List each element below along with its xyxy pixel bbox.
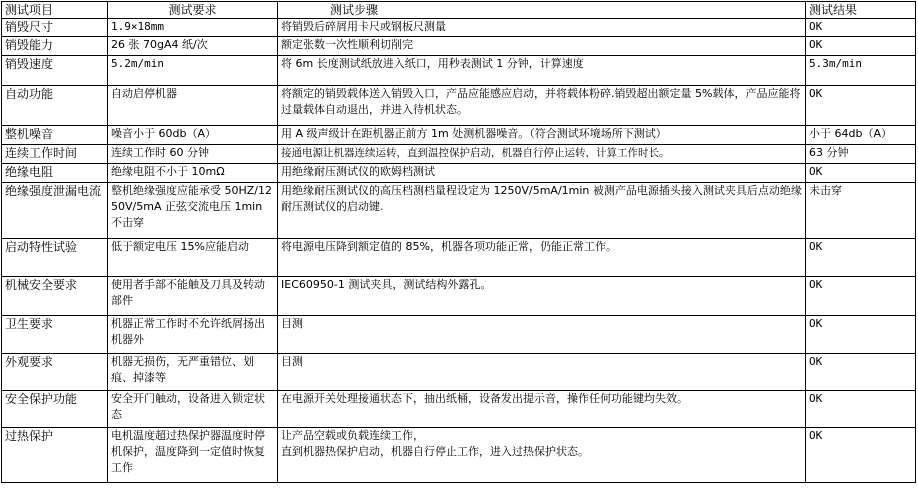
row-result: OK — [806, 354, 916, 391]
row-result: 5.3m/min — [806, 56, 916, 86]
row-item: 卫生要求 — [2, 316, 108, 354]
row-steps: 在电源开关处理接通状态下，抽出纸桶，设备发出提示音，操作任何功能键均失效。 — [278, 391, 806, 428]
table-row — [2, 86, 916, 126]
row-item: 销毁尺寸 — [2, 19, 108, 37]
row-item: 外观要求 — [2, 354, 108, 391]
table-row — [2, 354, 916, 391]
table-row — [2, 316, 916, 354]
row-requirement: 电机温度超过热保护器温度时停机保护，温度降到一定值时恢复工作 — [108, 428, 278, 483]
row-item: 销毁能力 — [2, 37, 108, 56]
row-requirement: 使用者手部不能触及刀具及转动部件 — [108, 277, 278, 316]
row-requirement: 机器无损伤，无严重错位、划痕、掉漆等 — [108, 354, 278, 391]
row-requirement: 连续工作时 60 分钟 — [108, 145, 278, 164]
table-row — [2, 145, 916, 164]
table-row — [2, 56, 916, 86]
row-result: OK — [806, 428, 916, 483]
row-result: OK — [806, 277, 916, 316]
table-row — [2, 391, 916, 428]
row-steps: 目测 — [278, 316, 806, 354]
row-steps: 用绝缘耐压测试仪的欧姆档测试 — [278, 164, 806, 183]
table-row — [2, 183, 916, 239]
row-item: 绝缘强度泄漏电流 — [2, 183, 108, 239]
table-row — [2, 37, 916, 56]
row-requirement: 安全开门触动，设备进入锁定状态 — [108, 391, 278, 428]
row-steps: 额定张数一次性顺利切削完 — [278, 37, 806, 56]
row-item: 过热保护 — [2, 428, 108, 483]
row-result: OK — [806, 239, 916, 277]
row-result: 小于 64db（A） — [806, 126, 916, 145]
row-result: OK — [806, 19, 916, 37]
row-requirement: 整机绝缘强度应能承受 50HZ/1250V/5mA 正弦交流电压 1min 不击穿 — [108, 183, 278, 239]
row-steps: IEC60950-1 测试夹具，测试结构外露孔。 — [278, 277, 806, 316]
row-steps: 让产品空载或负载连续工作， 直到机器热保护启动，机器自行停止工作，进入过热保护状态。 — [278, 428, 806, 483]
row-requirement: 噪音小于 60db（A） — [108, 126, 278, 145]
row-requirement: 自动启停机器 — [108, 86, 278, 126]
row-steps: 将电源电压降到额定值的 85%，机器各项功能正常，仍能正常工作。 — [278, 239, 806, 277]
header-item: 测试项目 — [2, 2, 108, 19]
row-item: 机械安全要求 — [2, 277, 108, 316]
row-steps: 接通电源让机器连续运转，直到温控保护启动，机器自行停止运转，计算工作时长。 — [278, 145, 806, 164]
row-item: 启动特性试验 — [2, 239, 108, 277]
row-steps: 将销毁后碎屑用卡尺或钢板尺测量 — [278, 19, 806, 37]
row-requirement: 1.9×18mm — [108, 19, 278, 37]
table-row — [2, 277, 916, 316]
table-row — [2, 126, 916, 145]
test-spec-table — [1, 1, 916, 483]
row-item: 整机噪音 — [2, 126, 108, 145]
row-requirement: 26 张 70gA4 纸/次 — [108, 37, 278, 56]
header-result: 测试结果 — [806, 2, 916, 19]
header-steps: 测试步骤 — [278, 2, 806, 19]
table-row — [2, 428, 916, 483]
row-item: 自动功能 — [2, 86, 108, 126]
row-result: OK — [806, 316, 916, 354]
row-requirement: 5.2m/min — [108, 56, 278, 86]
row-steps: 目测 — [278, 354, 806, 391]
header-requirement: 测试要求 — [108, 2, 278, 19]
row-item: 安全保护功能 — [2, 391, 108, 428]
row-requirement: 机器正常工作时不允许纸屑扬出机器外 — [108, 316, 278, 354]
table-row — [2, 239, 916, 277]
row-result: OK — [806, 37, 916, 56]
row-item: 连续工作时间 — [2, 145, 108, 164]
row-result: OK — [806, 164, 916, 183]
table-header-row — [2, 2, 916, 19]
table-row — [2, 19, 916, 37]
row-requirement: 绝缘电阻不小于 10mΩ — [108, 164, 278, 183]
row-steps: 用绝缘耐压测试仪的高压档测档量程设定为 1250V/5mA/1min 被测产品电源插头接入测试夹具后点动绝缘耐压测试仪的启动键. — [278, 183, 806, 239]
row-result: 63 分钟 — [806, 145, 916, 164]
table-row — [2, 164, 916, 183]
row-steps: 将 6m 长度测试纸放进入纸口，用秒表测试 1 分钟，计算速度 — [278, 56, 806, 86]
row-result: 未击穿 — [806, 183, 916, 239]
row-result: OK — [806, 391, 916, 428]
row-item: 销毁速度 — [2, 56, 108, 86]
row-result: OK — [806, 86, 916, 126]
row-requirement: 低于额定电压 15%应能启动 — [108, 239, 278, 277]
row-steps: 将额定的销毁载体送入销毁入口，产品应能感应启动，并将载体粉碎.销毁超出额定量 5%载体，产品应能将过量载体自动退出，并进入待机状态。 — [278, 86, 806, 126]
row-steps: 用 A 级声级计在距机器正前方 1m 处测机器噪音。（符合测试环境场所下测试） — [278, 126, 806, 145]
row-item: 绝缘电阻 — [2, 164, 108, 183]
